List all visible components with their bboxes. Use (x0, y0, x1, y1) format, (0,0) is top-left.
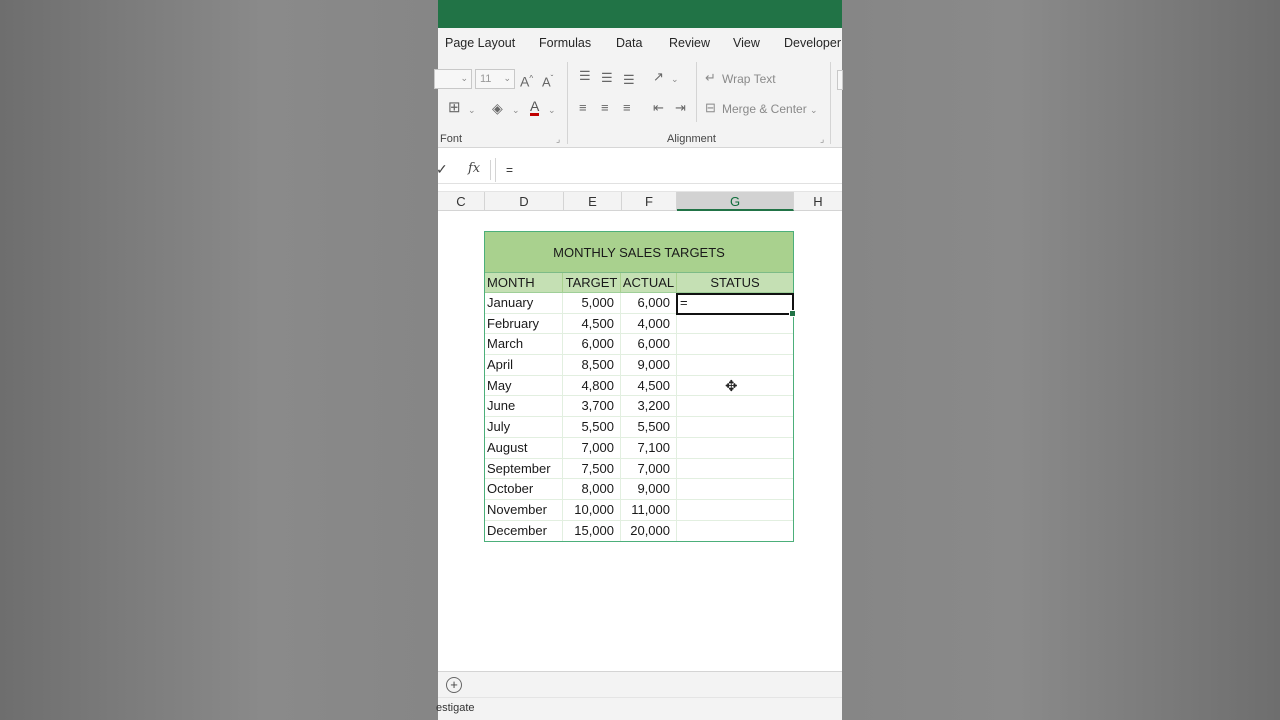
cell-month[interactable]: February (485, 314, 563, 334)
table-body (485, 293, 793, 541)
table-row (485, 438, 793, 459)
cell-status[interactable] (677, 417, 793, 437)
table-row (485, 314, 793, 335)
table-row (485, 355, 793, 376)
fill-color-icon[interactable]: ◈ (492, 100, 503, 116)
sales-table (484, 231, 794, 542)
font-name-combo[interactable] (434, 69, 472, 89)
cell-month[interactable]: January (485, 293, 563, 313)
cell-actual[interactable]: 11,000 (621, 500, 677, 520)
table-header-row (485, 273, 793, 293)
column-header-h[interactable]: H (813, 194, 823, 209)
cell-month[interactable]: October (485, 479, 563, 499)
header-target[interactable]: TARGET (563, 273, 621, 292)
table-row (485, 500, 793, 521)
cell-target[interactable]: 7,500 (563, 459, 621, 479)
formula-separator (490, 160, 491, 180)
cell-month[interactable]: June (485, 396, 563, 416)
cell-status[interactable] (677, 459, 793, 479)
table-row (485, 459, 793, 480)
chevron-down-icon[interactable]: ⌄ (548, 105, 556, 115)
add-sheet-icon[interactable]: + (446, 677, 462, 693)
header-actual[interactable]: ACTUAL (621, 273, 677, 292)
decrease-indent-icon[interactable]: ⇤ (653, 100, 664, 115)
table-row (485, 396, 793, 417)
cell-status[interactable] (677, 334, 793, 354)
cell-target[interactable]: 4,800 (563, 376, 621, 396)
chevron-down-icon[interactable]: ⌄ (512, 105, 520, 115)
cell-status[interactable]: = (680, 295, 688, 310)
status-text[interactable]: estigate (436, 702, 475, 714)
cell-month[interactable]: April (485, 355, 563, 375)
tab-view[interactable]: View (733, 36, 760, 50)
orientation-icon[interactable]: ↗ (653, 69, 664, 84)
column-header-g[interactable]: G (677, 192, 794, 211)
cell-actual[interactable]: 4,500 (621, 376, 677, 396)
cell-month[interactable]: July (485, 417, 563, 437)
chevron-down-icon[interactable]: ⌄ (468, 105, 476, 115)
ribbon-tabs (438, 28, 842, 58)
table-row (485, 521, 793, 542)
cell-actual[interactable]: 7,100 (621, 438, 677, 458)
wrap-text-icon: ↵ (705, 70, 716, 85)
column-headers (438, 191, 842, 211)
table-row (485, 376, 793, 397)
chevron-down-icon[interactable]: ⌄ (671, 74, 679, 84)
group-separator (567, 62, 568, 144)
wrap-text-button[interactable]: Wrap Text (722, 72, 776, 86)
cell-actual[interactable]: 7,000 (621, 459, 677, 479)
header-status[interactable]: STATUS (710, 275, 760, 290)
align-top-icon[interactable]: ☰ (579, 68, 591, 83)
align-left-icon[interactable]: ≡ (579, 100, 587, 115)
formula-input[interactable]: = (495, 158, 842, 182)
align-middle-icon[interactable]: ☰ (601, 70, 613, 85)
group-separator (696, 62, 697, 122)
cell-target[interactable]: 8,500 (563, 355, 621, 375)
excel-window (438, 0, 842, 720)
check-icon[interactable]: ✓ (436, 161, 448, 177)
cell-actual[interactable]: 3,200 (621, 396, 677, 416)
borders-icon[interactable]: ⊞ (448, 99, 461, 116)
table-row (485, 417, 793, 438)
column-header-d[interactable]: D (485, 192, 564, 211)
chevron-down-icon[interactable]: ⌄ (810, 105, 818, 115)
cell-actual[interactable]: 9,000 (621, 479, 677, 499)
font-size-value: 11 (480, 73, 492, 85)
insert-function-icon[interactable]: fx (468, 161, 481, 176)
font-group-label: Font (440, 133, 463, 145)
cell-actual[interactable]: 6,000 (621, 293, 677, 313)
column-header-f[interactable]: F (622, 192, 677, 211)
cell-actual[interactable]: 9,000 (621, 355, 677, 375)
cell-target[interactable]: 8,000 (563, 479, 621, 499)
cell-actual[interactable]: 6,000 (621, 334, 677, 354)
header-month[interactable]: MONTH (485, 273, 563, 292)
increase-font-icon[interactable]: A^ (520, 73, 534, 90)
cell-actual[interactable]: 20,000 (621, 521, 677, 542)
table-row (485, 479, 793, 500)
cell-target[interactable]: 3,700 (563, 396, 621, 416)
cell-target[interactable]: 10,000 (563, 500, 621, 520)
cell-cursor-icon: ✥ (725, 378, 738, 395)
cell-status[interactable] (677, 500, 793, 520)
cell-month[interactable]: May (485, 376, 563, 396)
status-bar (438, 697, 842, 720)
column-header-e[interactable]: E (564, 192, 622, 211)
title-bar (438, 0, 842, 28)
cell-target[interactable]: 7,000 (563, 438, 621, 458)
alignment-group-label: Alignment (667, 133, 716, 145)
align-bottom-icon[interactable]: ☰ (623, 72, 635, 87)
decrease-font-icon[interactable]: $A^ˇ$ (542, 74, 554, 90)
cell-status[interactable] (677, 521, 793, 542)
cell-status[interactable] (677, 479, 793, 499)
cell-month[interactable]: November (485, 500, 563, 520)
cell-target[interactable]: 5,500 (563, 417, 621, 437)
tab-developer[interactable]: Developer (784, 36, 841, 50)
cell-status[interactable] (677, 396, 793, 416)
merge-center-icon: ⊟ (705, 100, 716, 115)
cell-month[interactable]: August (485, 438, 563, 458)
dialog-launcher-icon[interactable]: ⌟ (556, 134, 561, 144)
increase-indent-icon[interactable]: ⇥ (675, 100, 686, 115)
tab-formulas[interactable]: Formulas (539, 36, 592, 50)
tab-page-layout[interactable]: Page Layout (445, 36, 516, 50)
cell-month[interactable]: December (485, 521, 563, 542)
cell-month[interactable]: September (485, 459, 563, 479)
worksheet-grid[interactable] (438, 211, 842, 671)
column-header-c[interactable]: C (438, 192, 485, 211)
cell-actual[interactable]: 4,000 (621, 314, 677, 334)
sheet-tabs-bar (438, 671, 842, 697)
cell-actual[interactable]: 5,500 (621, 417, 677, 437)
font-size-combo[interactable] (475, 69, 515, 89)
tab-data[interactable]: Data (616, 36, 643, 50)
cell-target[interactable]: 15,000 (563, 521, 621, 542)
cell-status[interactable] (677, 314, 793, 334)
tab-review[interactable]: Review (669, 36, 710, 50)
align-center-icon[interactable]: ≡ (601, 100, 609, 115)
formula-bar (438, 156, 842, 184)
chevron-down-icon: ⌄ (460, 73, 468, 83)
group-separator (830, 62, 831, 144)
font-color-icon[interactable]: A (530, 98, 540, 114)
cell-month[interactable]: March (485, 334, 563, 354)
cell-target[interactable]: 6,000 (563, 334, 621, 354)
cell-target[interactable]: 4,500 (563, 314, 621, 334)
chevron-down-icon: ⌄ (503, 73, 511, 83)
cell-target[interactable]: 5,000 (563, 293, 621, 313)
dialog-launcher-icon[interactable]: ⌟ (820, 134, 825, 144)
align-right-icon[interactable]: ≡ (623, 100, 631, 115)
table-row (485, 293, 793, 314)
merge-center-button[interactable]: Merge & Center (722, 102, 807, 116)
number-format-combo[interactable] (837, 70, 843, 90)
ribbon (438, 58, 842, 148)
table-title[interactable]: MONTHLY SALES TARGETS (485, 232, 793, 273)
background-left (0, 0, 438, 720)
table-row (485, 334, 793, 355)
background-right (842, 0, 1280, 720)
cell-status[interactable] (677, 355, 793, 375)
cell-status[interactable] (677, 438, 793, 458)
